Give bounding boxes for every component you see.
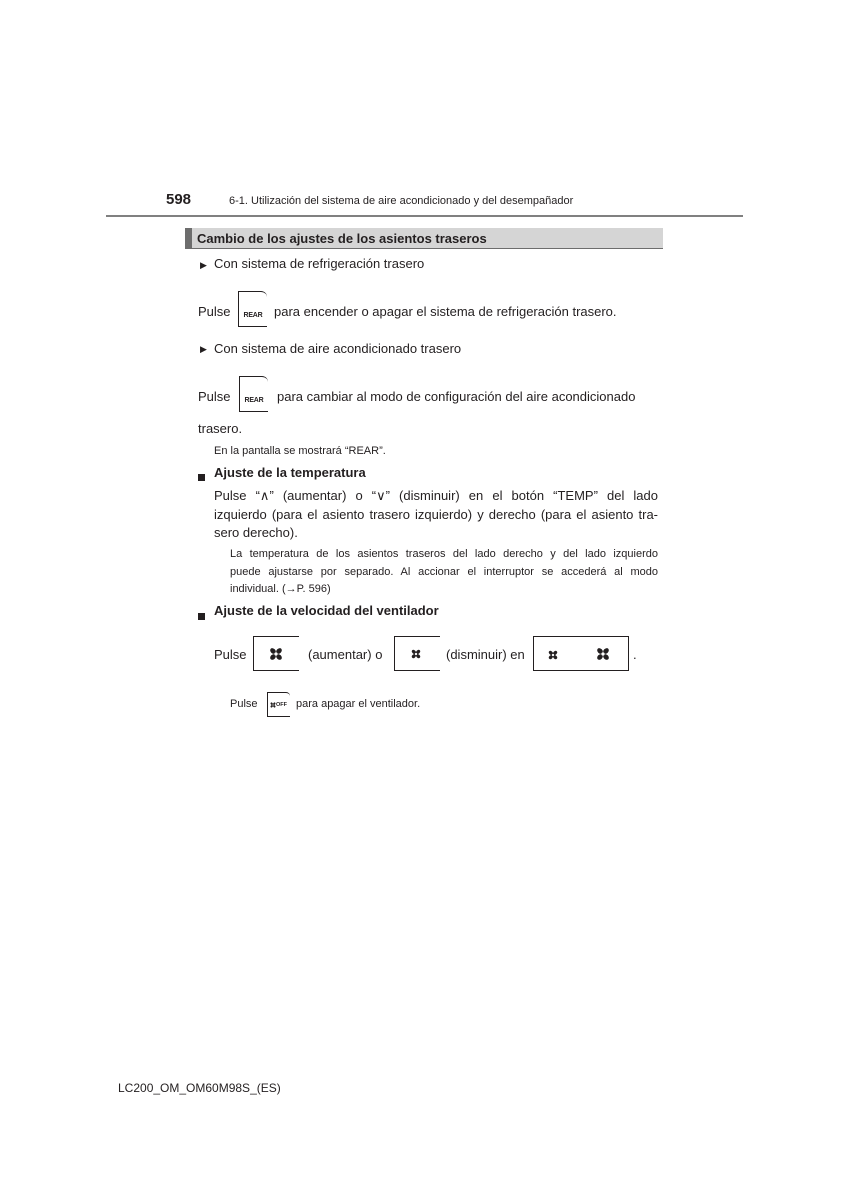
fan-icon [269, 647, 283, 661]
fan-increase-text: (aumentar) o [308, 647, 383, 662]
temperature-line1: Pulse “∧” (aumentar) o “∨” (disminuir) en el botón “TEMP” del lado [214, 488, 658, 503]
temperature-note-line3: individual. (→P. 596) [230, 583, 331, 595]
triangle-bullet-icon: ▶ [200, 260, 207, 270]
ac-pulse-label: Pulse [198, 389, 231, 404]
temperature-note-line2: puede ajustarse por separado. Al accionar el interruptor se accederá al modo [230, 566, 658, 578]
fan-icon [411, 649, 421, 659]
fan-icon [596, 647, 610, 661]
cooling-heading: Con sistema de refrigeración trasero [214, 256, 425, 271]
page-number: 598 [166, 191, 192, 208]
cooling-text: para encender o apagar el sistema de refrigeración trasero. [274, 304, 617, 319]
rear-button-icon [238, 291, 267, 327]
header-rule [106, 215, 743, 217]
fan-off-pulse-label: Pulse [230, 698, 258, 710]
square-bullet-icon [198, 607, 205, 625]
chapter-title: 6-1. Utilización del sistema de aire acondicionado y del desempañador [229, 195, 574, 207]
fan-period: . [633, 647, 637, 662]
fan-pulse-label: Pulse [214, 647, 247, 662]
temperature-heading: Ajuste de la temperatura [214, 465, 366, 480]
fan-decrease-button-icon [394, 636, 440, 671]
fan-decrease-text: (disminuir) en [446, 647, 525, 662]
temperature-note-line1: La temperatura de los asientos traseros del lado derecho y del lado izquierdo [230, 548, 658, 560]
fan-off-label: OFF [276, 702, 287, 708]
rear-button-label: REAR [243, 312, 263, 319]
cooling-pulse-label: Pulse [198, 304, 231, 319]
temperature-line3: sero derecho). [214, 525, 298, 540]
fan-heading: Ajuste de la velocidad del ventilador [214, 603, 439, 618]
fan-increase-button-icon [253, 636, 299, 671]
triangle-bullet-icon: ▶ [200, 344, 207, 354]
temperature-line2: izquierdo (para el asiento trasero izquierdo) y derecho (para el asiento tra- [214, 507, 658, 522]
ac-text-line2: trasero. [198, 421, 243, 436]
ac-note: En la pantalla se mostrará “REAR”. [214, 445, 386, 457]
fan-off-text: para apagar el ventilador. [296, 698, 421, 710]
rear-button-icon [239, 376, 268, 412]
rear-button-label: REAR [244, 397, 264, 404]
section-title: Cambio de los ajustes de los asientos traseros [197, 231, 487, 246]
footer-code: LC200_OM_OM60M98S_(ES) [118, 1081, 281, 1095]
fan-switch-panel-icon [533, 636, 629, 671]
fan-off-button-icon [267, 692, 290, 717]
square-bullet-icon [198, 468, 205, 486]
ac-text-line1: para cambiar al modo de configuración del aire acondicionado [277, 389, 636, 404]
ac-heading: Con sistema de aire acondicionado trasero [214, 341, 462, 356]
fan-icon [548, 650, 558, 660]
